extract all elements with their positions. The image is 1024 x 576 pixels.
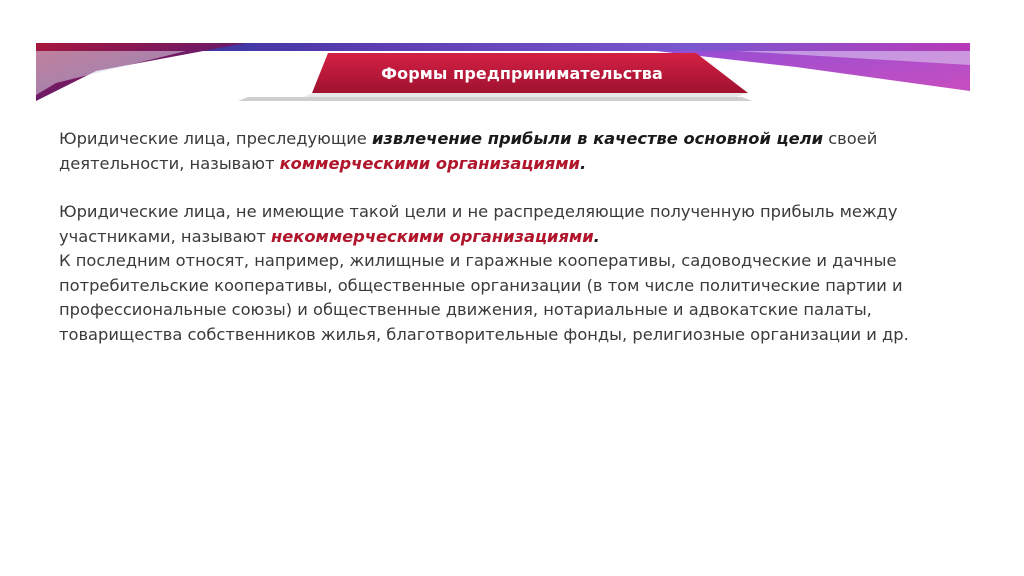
paragraph-examples: К последним относят, например, жилищные и гаражные кооперативы, садоводческие и дачные потребительские кооперативы, общественные организации (в том числе политические партии и профессиональные союзы) и общественные движения, нотариальные и адвокатские палаты, товарищества собственников жилья, благотворительные фонды, религиозные организации и др. — [59, 251, 909, 344]
slide-body — [59, 127, 959, 347]
paragraph-noncommercial-text-a: Юридические лица, не имеющие такой цели и не распределяющие полученную прибыль между участниками, называют — [59, 202, 898, 246]
paragraph-commercial — [59, 127, 959, 176]
paragraph-commercial-text-b: своей деятельности, называют — [59, 129, 878, 173]
paragraph-noncommercial-text-b: . — [593, 226, 600, 246]
slide-title: Формы предпринимательства — [381, 64, 663, 83]
paragraph-commercial-text-c: . — [579, 153, 587, 173]
paragraph-commercial-text-a: Юридические лица, преследующие — [59, 129, 373, 148]
paragraph-noncommercial — [59, 200, 959, 249]
paragraph-noncommercial-emphasis-a: некоммерческими организациями — [271, 226, 594, 246]
paragraph-gap — [59, 176, 959, 200]
paragraph-commercial-emphasis-a: извлечение прибыли в качестве основной цели — [372, 129, 824, 148]
paragraph-commercial-emphasis-b: коммерческими организациями — [279, 153, 580, 173]
